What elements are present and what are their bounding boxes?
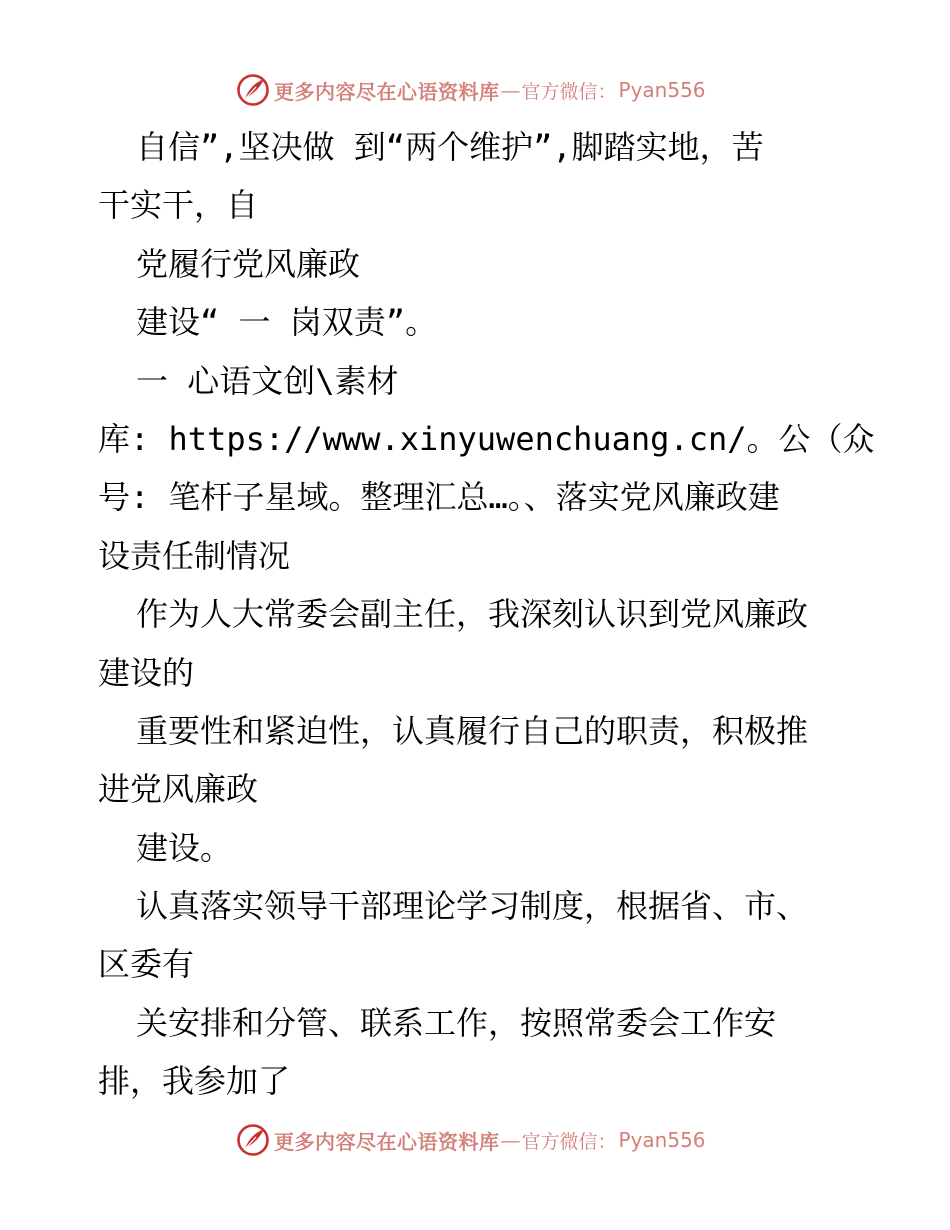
text-line: 一 心语文创\素材 (136, 361, 399, 400)
text-line: 排，我参加了 (98, 1062, 291, 1101)
text-line: 库: https://www.xinyuwenchuang.cn/。公（众 (98, 419, 875, 458)
text-line: 认真落实领导干部理论学习制度，根据省、市、 (136, 887, 809, 926)
banner-separator: — (500, 1128, 521, 1152)
feather-pen-logo-icon (236, 1123, 270, 1157)
banner-text: 更多内容尽在心语资料库 (274, 1129, 500, 1154)
text-line: 区委有 (98, 945, 195, 984)
banner-wechat-label: 官方微信： (521, 80, 617, 103)
text-line: 号: 笔杆子星域。整理汇总…。、落实党风廉政建 (98, 478, 780, 517)
banner-wechat-label: 官方微信： (521, 1130, 617, 1153)
text-line: 关安排和分管、联系工作，按照常委会工作安 (136, 1003, 777, 1042)
text-line: 干实干，自 (98, 186, 259, 225)
text-line: 建设。 (136, 828, 233, 867)
footer-watermark-banner (236, 1122, 706, 1158)
text-line: 作为人大常委会副主任，我深刻认识到党风廉政 (136, 595, 809, 634)
banner-separator: — (500, 78, 521, 102)
banner-text: 更多内容尽在心语资料库 (274, 79, 500, 104)
banner-wechat-id: Pyan556 (618, 78, 706, 102)
text-line: 建设的 (98, 653, 195, 692)
text-line: 重要性和紧迫性，认真履行自己的职责，积极推 (136, 711, 809, 750)
feather-pen-logo-icon (236, 73, 270, 107)
text-line: 进党风廉政 (98, 770, 259, 809)
text-line: 设责任制情况 (98, 536, 291, 575)
text-line: 党履行党风廉政 (136, 244, 361, 283)
banner-wechat-id: Pyan556 (618, 1128, 706, 1152)
text-line: 自信”,坚决做 到“两个维护”,脚踏实地，苦 (136, 128, 764, 166)
header-watermark-banner (236, 72, 706, 108)
body-text (98, 118, 875, 1111)
text-line: 建设“ 一 岗双责”。 (136, 303, 438, 342)
